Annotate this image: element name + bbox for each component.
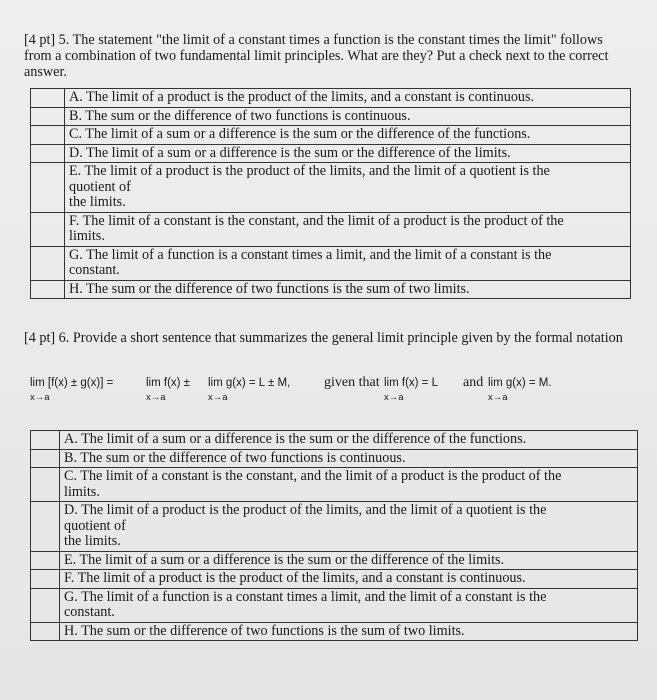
choice-line: A. The limit of a sum or a difference is the sum or the difference of the functions. (64, 431, 527, 447)
choice-line: E. The limit of a sum or a difference is the sum or the difference of the limits. (64, 551, 505, 568)
choice-text (60, 431, 638, 450)
choice-line: C. The limit of a constant is the constant, and the limit of a product is the product of the (64, 468, 562, 484)
choice-text (60, 588, 638, 622)
check-box[interactable] (31, 89, 65, 108)
choice-text (60, 551, 638, 570)
choice-line: F. The limit of a product is the product of the limits, and a constant is continuous. (64, 570, 526, 586)
formula-lhs: lim [f(x) ± g(x)] = (30, 377, 114, 389)
formula-sub-2: x→a (146, 392, 166, 403)
choice-row (31, 246, 631, 280)
formula-and-text: and (463, 375, 484, 390)
choice-row (31, 89, 631, 108)
check-box[interactable] (31, 144, 65, 163)
choice-text (60, 622, 638, 641)
choice-line: the limits. (64, 533, 121, 549)
choice-text (65, 212, 631, 246)
check-box[interactable] (31, 622, 60, 641)
formula-lim-f: lim f(x) ± (146, 377, 190, 389)
choice-row (31, 163, 631, 213)
check-box[interactable] (31, 280, 65, 299)
check-box[interactable] (31, 449, 60, 468)
choice-text (65, 89, 631, 108)
choice-line: constant. (69, 262, 120, 278)
choice-text (65, 126, 631, 145)
formula-sub-1: x→a (30, 392, 50, 403)
check-box[interactable] (31, 551, 60, 570)
choice-line: B. The sum or the difference of two functions is continuous. (64, 449, 406, 466)
choice-text (65, 144, 631, 163)
check-box[interactable] (31, 163, 65, 213)
formula-lim-f-eq-l: lim f(x) = L (384, 377, 438, 389)
choice-text (60, 502, 638, 552)
check-box[interactable] (31, 570, 60, 589)
choice-line: quotient of (64, 517, 126, 534)
choice-line: D. The limit of a product is the product of the limits, and the limit of a quotient is the (64, 502, 547, 518)
choice-line: limits. (69, 228, 105, 244)
formula-lim-g: lim g(x) = L ± M, (208, 377, 291, 389)
choice-row (31, 212, 631, 246)
choice-text (65, 246, 631, 280)
question-6-prompt: [4 pt] 6. Provide a short sentence that summarizes the general limit principle given by the formal notation (24, 330, 623, 346)
choice-row (31, 570, 638, 589)
choice-line: G. The limit of a function is a constant times a limit, and the limit of a constant is the (69, 246, 552, 263)
choice-text (65, 280, 631, 299)
choice-row (31, 107, 631, 126)
formula-sub-4: x→a (384, 392, 404, 403)
choice-row (31, 551, 638, 570)
choice-row (31, 126, 631, 145)
choice-line: H. The sum or the difference of two functions is the sum of two limits. (64, 622, 465, 639)
choice-line: G. The limit of a function is a constant times a limit, and the limit of a constant is the (64, 588, 547, 605)
choice-line: C. The limit of a sum or a difference is the sum or the difference of the functions. (69, 126, 531, 142)
question-6-choices-table (30, 430, 638, 641)
choice-row (31, 280, 631, 299)
formula-sub-5: x→a (488, 392, 508, 403)
choice-line: H. The sum or the difference of two functions is the sum of two limits. (69, 280, 470, 297)
choice-line: E. The limit of a product is the product of the limits, and the limit of a quotient is the (69, 163, 550, 179)
check-box[interactable] (31, 588, 60, 622)
choice-line: D. The limit of a sum or a difference is the sum or the difference of the limits. (69, 144, 511, 161)
choice-row (31, 144, 631, 163)
choice-line: quotient of (69, 178, 131, 195)
choice-text (60, 570, 638, 589)
choice-line: constant. (64, 604, 115, 620)
choice-line: the limits. (69, 194, 126, 210)
question-5-choices-table (30, 88, 631, 299)
choice-row (31, 431, 638, 450)
choice-row (31, 449, 638, 468)
check-box[interactable] (31, 468, 60, 502)
check-box[interactable] (31, 107, 65, 126)
formula-sub-3: x→a (208, 392, 228, 403)
choice-line: A. The limit of a product is the product of the limits, and a constant is continuous. (69, 89, 535, 105)
formula-given-text: given that (324, 375, 380, 390)
choice-text (60, 468, 638, 502)
choice-row (31, 502, 638, 552)
check-box[interactable] (31, 502, 60, 552)
choice-row (31, 588, 638, 622)
check-box[interactable] (31, 126, 65, 145)
choice-text (60, 449, 638, 468)
check-box[interactable] (31, 212, 65, 246)
choice-row (31, 622, 638, 641)
formula-lim-g-eq-m: lim g(x) = M. (488, 377, 552, 389)
choice-text (65, 107, 631, 126)
question-5-prompt: [4 pt] 5. The statement "the limit of a constant times a function is the constant times the limit" follows from a combination of two fundamental limit principles. What are they? Put a check next to the correct answer. (24, 32, 609, 80)
choice-line: B. The sum or the difference of two functions is continuous. (69, 107, 411, 124)
choice-line: F. The limit of a constant is the constant, and the limit of a product is the product of the (69, 212, 564, 229)
check-box[interactable] (31, 431, 60, 450)
limit-formula (30, 377, 630, 411)
choice-text (65, 163, 631, 213)
choice-line: limits. (64, 483, 100, 500)
check-box[interactable] (31, 246, 65, 280)
choice-row (31, 468, 638, 502)
